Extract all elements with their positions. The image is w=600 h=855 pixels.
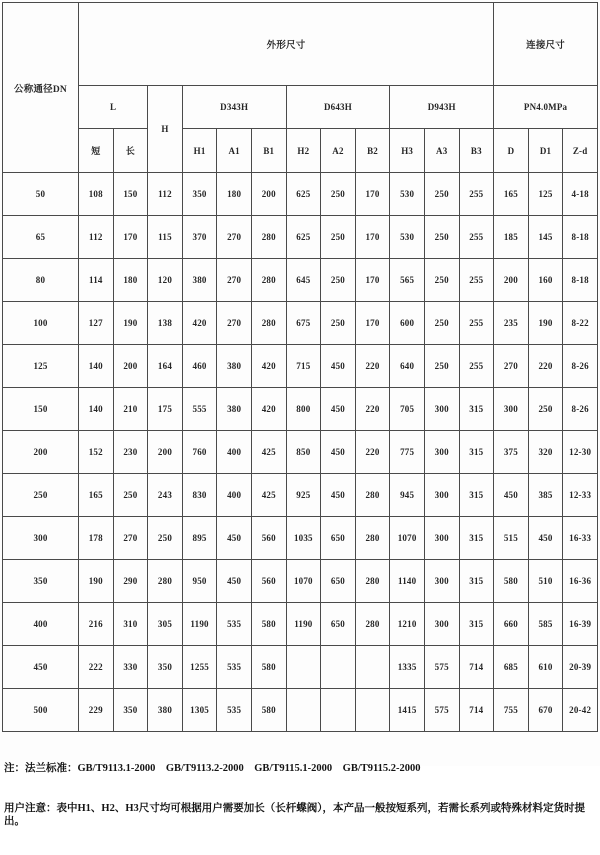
value-cell: 450	[217, 517, 252, 560]
value-cell: 140	[79, 345, 114, 388]
value-cell: 170	[355, 302, 390, 345]
value-cell: 370	[182, 216, 217, 259]
value-cell: 315	[459, 431, 494, 474]
value-cell: 925	[286, 474, 321, 517]
value-cell: 160	[528, 259, 563, 302]
dn-cell: 300	[3, 517, 79, 560]
value-cell: 380	[148, 689, 183, 732]
dn-cell: 500	[3, 689, 79, 732]
value-cell: 180	[217, 173, 252, 216]
value-cell: 185	[494, 216, 529, 259]
value-cell: 280	[355, 517, 390, 560]
subheader-h1: H1	[182, 129, 217, 173]
dn-cell: 100	[3, 302, 79, 345]
value-cell	[286, 646, 321, 689]
value-cell	[286, 689, 321, 732]
value-cell: 675	[286, 302, 321, 345]
table-row	[3, 173, 598, 216]
value-cell: 145	[528, 216, 563, 259]
value-cell: 112	[148, 173, 183, 216]
table-row	[3, 689, 598, 732]
value-cell: 125	[528, 173, 563, 216]
value-cell: 555	[182, 388, 217, 431]
value-cell: 222	[79, 646, 114, 689]
dn-cell: 400	[3, 603, 79, 646]
value-cell: 190	[113, 302, 148, 345]
value-cell: 235	[494, 302, 529, 345]
value-cell: 510	[528, 560, 563, 603]
value-cell: 280	[355, 474, 390, 517]
valve-dimension-table	[2, 2, 598, 732]
value-cell: 16-33	[563, 517, 598, 560]
value-cell	[355, 689, 390, 732]
subheader-h2: H2	[286, 129, 321, 173]
value-cell: 610	[528, 646, 563, 689]
value-cell: 140	[79, 388, 114, 431]
value-cell: 895	[182, 517, 217, 560]
note-user-notice: 用户注意：表中H1、H2、H3尺寸均可根据用户需要加长（长杆蝶阀），本产品一般按短系列，若需长系列或特殊材料定货时提出。	[4, 803, 585, 827]
value-cell: 450	[528, 517, 563, 560]
dn-cell: 125	[3, 345, 79, 388]
value-cell: 1035	[286, 517, 321, 560]
value-cell: 8-22	[563, 302, 598, 345]
value-cell: 1070	[390, 517, 425, 560]
value-cell: 280	[355, 560, 390, 603]
value-cell: 220	[355, 431, 390, 474]
subheader-h3: H3	[390, 129, 425, 173]
value-cell	[355, 646, 390, 689]
value-cell: 755	[494, 689, 529, 732]
value-cell: 170	[113, 216, 148, 259]
value-cell: 1415	[390, 689, 425, 732]
value-cell: 250	[424, 216, 459, 259]
dn-cell: 250	[3, 474, 79, 517]
header-connection-dimensions: 连接尺寸	[494, 3, 598, 86]
value-cell: 280	[148, 560, 183, 603]
value-cell: 16-36	[563, 560, 598, 603]
value-cell: 450	[321, 345, 356, 388]
value-cell: 450	[494, 474, 529, 517]
header-group-d343h: D343H	[182, 86, 286, 129]
value-cell: 380	[217, 388, 252, 431]
value-cell: 625	[286, 216, 321, 259]
value-cell: 164	[148, 345, 183, 388]
value-cell: 315	[459, 474, 494, 517]
value-cell: 775	[390, 431, 425, 474]
value-cell: 1190	[182, 603, 217, 646]
value-cell: 580	[251, 646, 286, 689]
value-cell: 280	[251, 259, 286, 302]
value-cell: 670	[528, 689, 563, 732]
value-cell: 120	[148, 259, 183, 302]
value-cell: 170	[355, 216, 390, 259]
value-cell: 300	[494, 388, 529, 431]
value-cell: 170	[355, 259, 390, 302]
value-cell: 255	[459, 259, 494, 302]
value-cell: 280	[355, 603, 390, 646]
table-row	[3, 517, 598, 560]
value-cell: 165	[79, 474, 114, 517]
value-cell: 1305	[182, 689, 217, 732]
value-cell: 4-18	[563, 173, 598, 216]
value-cell: 350	[113, 689, 148, 732]
value-cell: 270	[494, 345, 529, 388]
value-cell: 175	[148, 388, 183, 431]
value-cell: 530	[390, 216, 425, 259]
value-cell: 270	[217, 259, 252, 302]
value-cell: 305	[148, 603, 183, 646]
value-cell: 705	[390, 388, 425, 431]
value-cell: 425	[251, 431, 286, 474]
value-cell: 150	[113, 173, 148, 216]
value-cell: 645	[286, 259, 321, 302]
subheader-a2: A2	[321, 129, 356, 173]
dn-cell: 150	[3, 388, 79, 431]
subheader-row	[3, 129, 598, 173]
value-cell: 800	[286, 388, 321, 431]
value-cell: 945	[390, 474, 425, 517]
value-cell: 535	[217, 603, 252, 646]
dn-cell: 450	[3, 646, 79, 689]
value-cell: 12-30	[563, 431, 598, 474]
value-cell: 250	[321, 302, 356, 345]
value-cell: 685	[494, 646, 529, 689]
value-cell: 180	[113, 259, 148, 302]
footnotes	[2, 736, 598, 855]
value-cell: 220	[355, 345, 390, 388]
value-cell: 8-26	[563, 345, 598, 388]
value-cell: 250	[113, 474, 148, 517]
value-cell: 580	[251, 689, 286, 732]
value-cell: 20-39	[563, 646, 598, 689]
value-cell: 460	[182, 345, 217, 388]
value-cell: 575	[424, 646, 459, 689]
dn-cell: 200	[3, 431, 79, 474]
header-group-d943h: D943H	[390, 86, 494, 129]
value-cell: 216	[79, 603, 114, 646]
value-cell: 200	[251, 173, 286, 216]
value-cell: 250	[424, 302, 459, 345]
value-cell	[321, 689, 356, 732]
value-cell: 255	[459, 345, 494, 388]
value-cell: 310	[113, 603, 148, 646]
value-cell: 250	[424, 259, 459, 302]
value-cell: 600	[390, 302, 425, 345]
value-cell: 255	[459, 173, 494, 216]
table-row	[3, 431, 598, 474]
value-cell: 12-33	[563, 474, 598, 517]
table-row	[3, 388, 598, 431]
dn-cell: 65	[3, 216, 79, 259]
value-cell: 1070	[286, 560, 321, 603]
table-body	[3, 173, 598, 732]
value-cell: 178	[79, 517, 114, 560]
value-cell: 575	[424, 689, 459, 732]
value-cell: 420	[182, 302, 217, 345]
value-cell: 165	[494, 173, 529, 216]
value-cell: 315	[459, 388, 494, 431]
value-cell: 127	[79, 302, 114, 345]
dn-cell: 80	[3, 259, 79, 302]
value-cell: 170	[355, 173, 390, 216]
header-group-l: L	[79, 86, 148, 129]
value-cell: 385	[528, 474, 563, 517]
value-cell: 425	[251, 474, 286, 517]
subheader-d: D	[494, 129, 529, 173]
value-cell: 200	[494, 259, 529, 302]
value-cell: 625	[286, 173, 321, 216]
subheader-short: 短	[79, 129, 114, 173]
value-cell: 320	[528, 431, 563, 474]
value-cell: 420	[251, 388, 286, 431]
value-cell: 350	[148, 646, 183, 689]
header-group-h: H	[148, 86, 183, 173]
value-cell: 650	[321, 517, 356, 560]
value-cell: 250	[321, 259, 356, 302]
value-cell: 1335	[390, 646, 425, 689]
table-row	[3, 259, 598, 302]
table-row	[3, 646, 598, 689]
value-cell: 8-26	[563, 388, 598, 431]
value-cell: 210	[113, 388, 148, 431]
value-cell: 380	[217, 345, 252, 388]
subheader-a1: A1	[217, 129, 252, 173]
table-row	[3, 603, 598, 646]
value-cell: 565	[390, 259, 425, 302]
subheader-z-d: Z-d	[563, 129, 598, 173]
header-outline-dimensions: 外形尺寸	[79, 3, 494, 86]
value-cell: 190	[79, 560, 114, 603]
value-cell: 315	[459, 517, 494, 560]
dn-cell: 50	[3, 173, 79, 216]
table-row	[3, 474, 598, 517]
value-cell: 112	[79, 216, 114, 259]
value-cell: 270	[217, 216, 252, 259]
value-cell: 300	[424, 474, 459, 517]
value-cell: 300	[424, 560, 459, 603]
value-cell: 330	[113, 646, 148, 689]
value-cell: 715	[286, 345, 321, 388]
value-cell: 138	[148, 302, 183, 345]
value-cell: 190	[528, 302, 563, 345]
value-cell: 255	[459, 216, 494, 259]
value-cell: 400	[217, 431, 252, 474]
value-cell: 650	[321, 603, 356, 646]
value-cell: 280	[251, 302, 286, 345]
value-cell: 250	[424, 345, 459, 388]
value-cell: 450	[321, 431, 356, 474]
value-cell: 585	[528, 603, 563, 646]
value-cell: 560	[251, 517, 286, 560]
table-header	[3, 3, 598, 173]
value-cell: 280	[251, 216, 286, 259]
value-cell: 760	[182, 431, 217, 474]
value-cell: 650	[321, 560, 356, 603]
value-cell: 8-18	[563, 259, 598, 302]
value-cell: 270	[217, 302, 252, 345]
value-cell: 450	[321, 474, 356, 517]
value-cell: 535	[217, 646, 252, 689]
value-cell: 580	[251, 603, 286, 646]
value-cell: 1190	[286, 603, 321, 646]
header-group-pn40: PN4.0MPa	[494, 86, 598, 129]
value-cell: 535	[217, 689, 252, 732]
value-cell: 8-18	[563, 216, 598, 259]
value-cell: 400	[217, 474, 252, 517]
value-cell: 515	[494, 517, 529, 560]
value-cell: 250	[528, 388, 563, 431]
value-cell: 560	[251, 560, 286, 603]
value-cell: 115	[148, 216, 183, 259]
value-cell: 350	[182, 173, 217, 216]
value-cell: 1210	[390, 603, 425, 646]
value-cell: 300	[424, 431, 459, 474]
value-cell: 230	[113, 431, 148, 474]
table-row	[3, 560, 598, 603]
subheader-b2: B2	[355, 129, 390, 173]
subheader-long: 长	[113, 129, 148, 173]
value-cell: 114	[79, 259, 114, 302]
value-cell: 243	[148, 474, 183, 517]
value-cell: 375	[494, 431, 529, 474]
value-cell: 660	[494, 603, 529, 646]
value-cell: 250	[424, 173, 459, 216]
value-cell: 830	[182, 474, 217, 517]
value-cell: 580	[494, 560, 529, 603]
value-cell: 450	[321, 388, 356, 431]
value-cell: 850	[286, 431, 321, 474]
value-cell: 250	[148, 517, 183, 560]
value-cell: 255	[459, 302, 494, 345]
value-cell: 380	[182, 259, 217, 302]
header-group-d643h: D643H	[286, 86, 390, 129]
value-cell: 640	[390, 345, 425, 388]
value-cell: 714	[459, 646, 494, 689]
value-cell: 530	[390, 173, 425, 216]
header-nominal-diameter: 公称通径DN	[3, 3, 79, 173]
value-cell: 152	[79, 431, 114, 474]
subheader-b1: B1	[251, 129, 286, 173]
table-row	[3, 302, 598, 345]
value-cell: 16-39	[563, 603, 598, 646]
value-cell: 220	[528, 345, 563, 388]
value-cell: 300	[424, 603, 459, 646]
value-cell: 108	[79, 173, 114, 216]
value-cell: 200	[113, 345, 148, 388]
table-row	[3, 345, 598, 388]
value-cell: 950	[182, 560, 217, 603]
value-cell	[321, 646, 356, 689]
value-cell: 420	[251, 345, 286, 388]
value-cell: 229	[79, 689, 114, 732]
subheader-d1: D1	[528, 129, 563, 173]
note-flange-standard: 注：法兰标准：GB/T9113.1-2000 GB/T9113.2-2000 GB/T9115.1-2000 GB/T9115.2-2000	[4, 763, 421, 774]
value-cell: 290	[113, 560, 148, 603]
value-cell: 300	[424, 517, 459, 560]
value-cell: 20-42	[563, 689, 598, 732]
value-cell: 220	[355, 388, 390, 431]
subheader-a3: A3	[424, 129, 459, 173]
value-cell: 250	[321, 173, 356, 216]
table-row	[3, 216, 598, 259]
value-cell: 315	[459, 560, 494, 603]
value-cell: 270	[113, 517, 148, 560]
value-cell: 450	[217, 560, 252, 603]
subheader-b3: B3	[459, 129, 494, 173]
value-cell: 1140	[390, 560, 425, 603]
value-cell: 300	[424, 388, 459, 431]
dn-cell: 350	[3, 560, 79, 603]
value-cell: 1255	[182, 646, 217, 689]
value-cell: 250	[321, 216, 356, 259]
value-cell: 200	[148, 431, 183, 474]
value-cell: 714	[459, 689, 494, 732]
value-cell: 315	[459, 603, 494, 646]
